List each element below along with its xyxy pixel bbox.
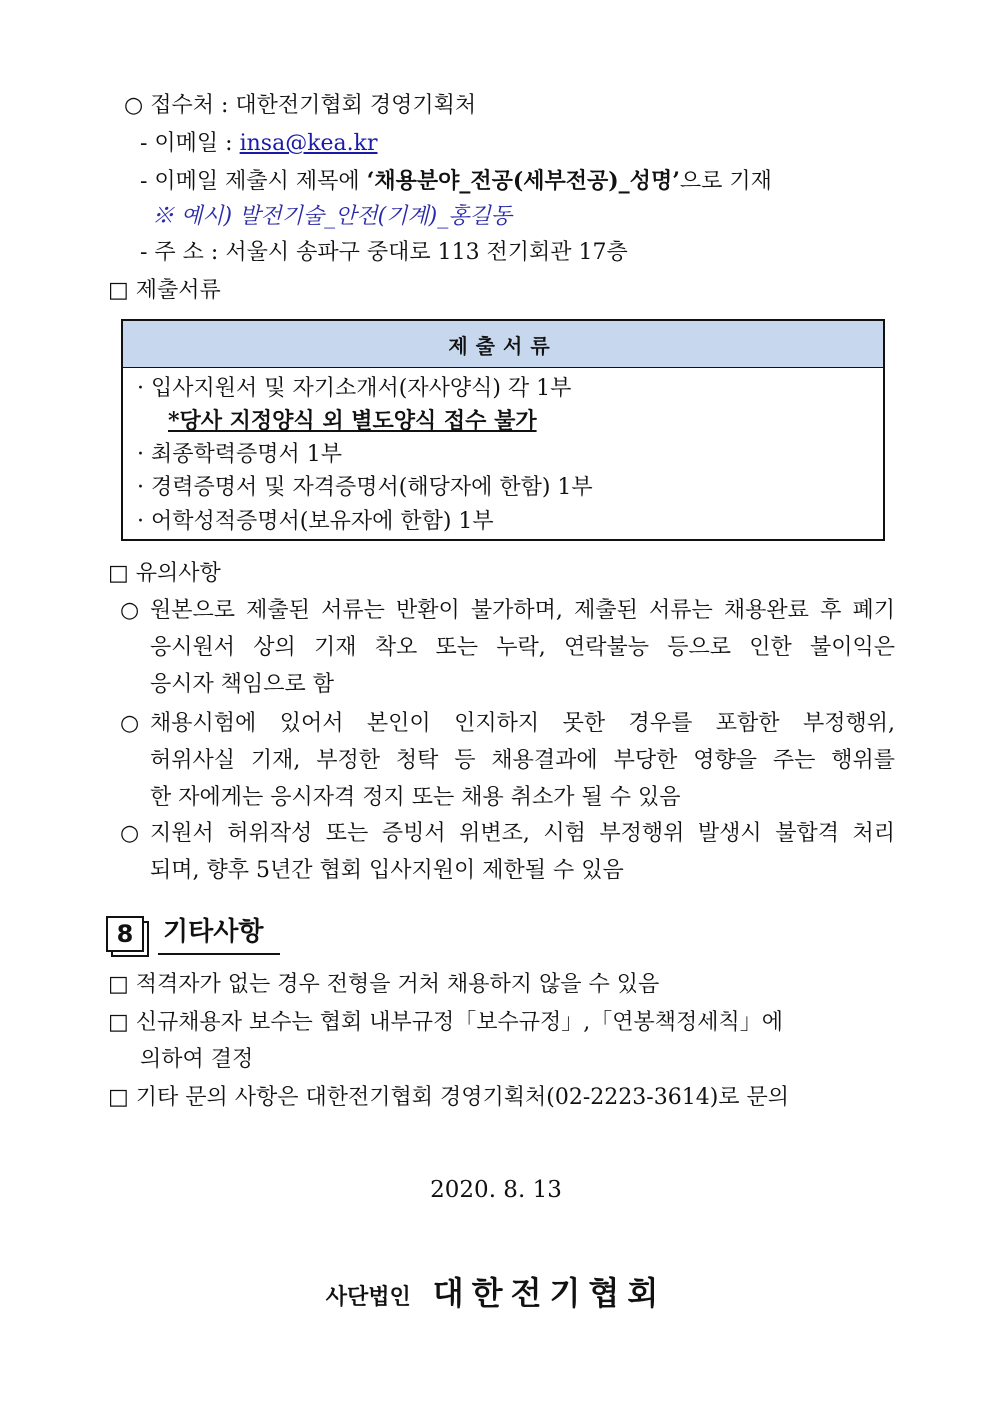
misc-item: □ 적격자가 없는 경우 전형을 거처 채용하지 않을 수 있음 bbox=[108, 972, 660, 997]
note-line: 지원서 허위작성 또는 증빙서 위변조, 시험 부정행위 발생시 불합격 처리 bbox=[150, 821, 895, 846]
subject-line bbox=[140, 167, 772, 196]
organization-signature bbox=[0, 1268, 992, 1314]
subject-prefix: - 이메일 제출시 제목에 bbox=[140, 169, 367, 194]
email-line bbox=[140, 130, 378, 158]
org-name: 대한전기협회 bbox=[432, 1274, 667, 1312]
example-line: ※ 예시) 발전기술_안전(기계)_홍길동 bbox=[152, 204, 513, 229]
note-line: 응시자 책임으로 함 bbox=[150, 672, 335, 697]
note-line: 허위사실 기재, 부정한 청탁 등 채용결과에 부당한 영향을 주는 행위를 bbox=[150, 748, 895, 773]
note-line: 응시원서 상의 기재 착오 또는 누락, 연락불능 등으로 인한 불이익은 bbox=[150, 635, 895, 660]
email-link[interactable]: insa@kea.kr bbox=[239, 131, 378, 156]
bullet-icon: ○ bbox=[120, 821, 140, 846]
org-prefix: 사단법인 bbox=[325, 1285, 411, 1310]
subject-format: ‘채용분야_전공(세부전공)_성명’ bbox=[366, 168, 680, 194]
bullet-icon: ○ bbox=[120, 598, 140, 623]
note-line: 한 자에게는 응시자격 정지 또는 채용 취소가 될 수 있음 bbox=[150, 785, 681, 810]
note-line: 원본으로 제출된 서류는 반환이 불가하며, 제출된 서류는 채용완료 후 폐기 bbox=[150, 598, 895, 623]
bullet-icon: ○ bbox=[120, 711, 140, 736]
notes-heading: □ 유의사항 bbox=[108, 561, 221, 586]
docs-table-header: 제출서류 bbox=[123, 321, 883, 368]
docs-item: · 어학성적증명서(보유자에 한함) 1부 bbox=[137, 509, 494, 534]
docs-table bbox=[121, 319, 885, 541]
docs-item-note: *당사 지정양식 외 별도양식 접수 불가 bbox=[168, 408, 537, 434]
address-line: - 주 소 : 서울시 송파구 중대로 113 전기회관 17층 bbox=[140, 240, 628, 265]
subject-suffix: 으로 기재 bbox=[679, 169, 772, 194]
docs-item: · 최종학력증명서 1부 bbox=[137, 442, 342, 467]
docs-item: · 입사지원서 및 자기소개서(자사양식) 각 1부 bbox=[137, 376, 572, 401]
note-line: 되며, 향후 5년간 협회 입사지원이 제한될 수 있음 bbox=[150, 858, 624, 883]
reception-line: ○ 접수처 : 대한전기협회 경영기획처 bbox=[124, 93, 477, 118]
docs-item: · 경력증명서 및 자격증명서(해당자에 한함) 1부 bbox=[137, 475, 593, 500]
section-number: 8 bbox=[106, 916, 144, 952]
document-date: 2020. 8. 13 bbox=[430, 1177, 562, 1203]
docs-heading: □ 제출서류 bbox=[108, 278, 221, 303]
email-label: - 이메일 : bbox=[140, 131, 240, 156]
section-title: 기타사항 bbox=[163, 917, 264, 947]
misc-item: □ 기타 문의 사항은 대한전기협회 경영기획처(02-2223-3614)로 문의 bbox=[108, 1085, 790, 1110]
misc-item: □ 신규채용자 보수는 협회 내부규정「보수규정」,「연봉책정세칙」에 bbox=[108, 1010, 784, 1035]
misc-item-continued: 의하여 결정 bbox=[140, 1047, 254, 1072]
section-title-underline bbox=[158, 953, 280, 955]
note-line: 채용시험에 있어서 본인이 인지하지 못한 경우를 포함한 부정행위, bbox=[150, 711, 895, 736]
